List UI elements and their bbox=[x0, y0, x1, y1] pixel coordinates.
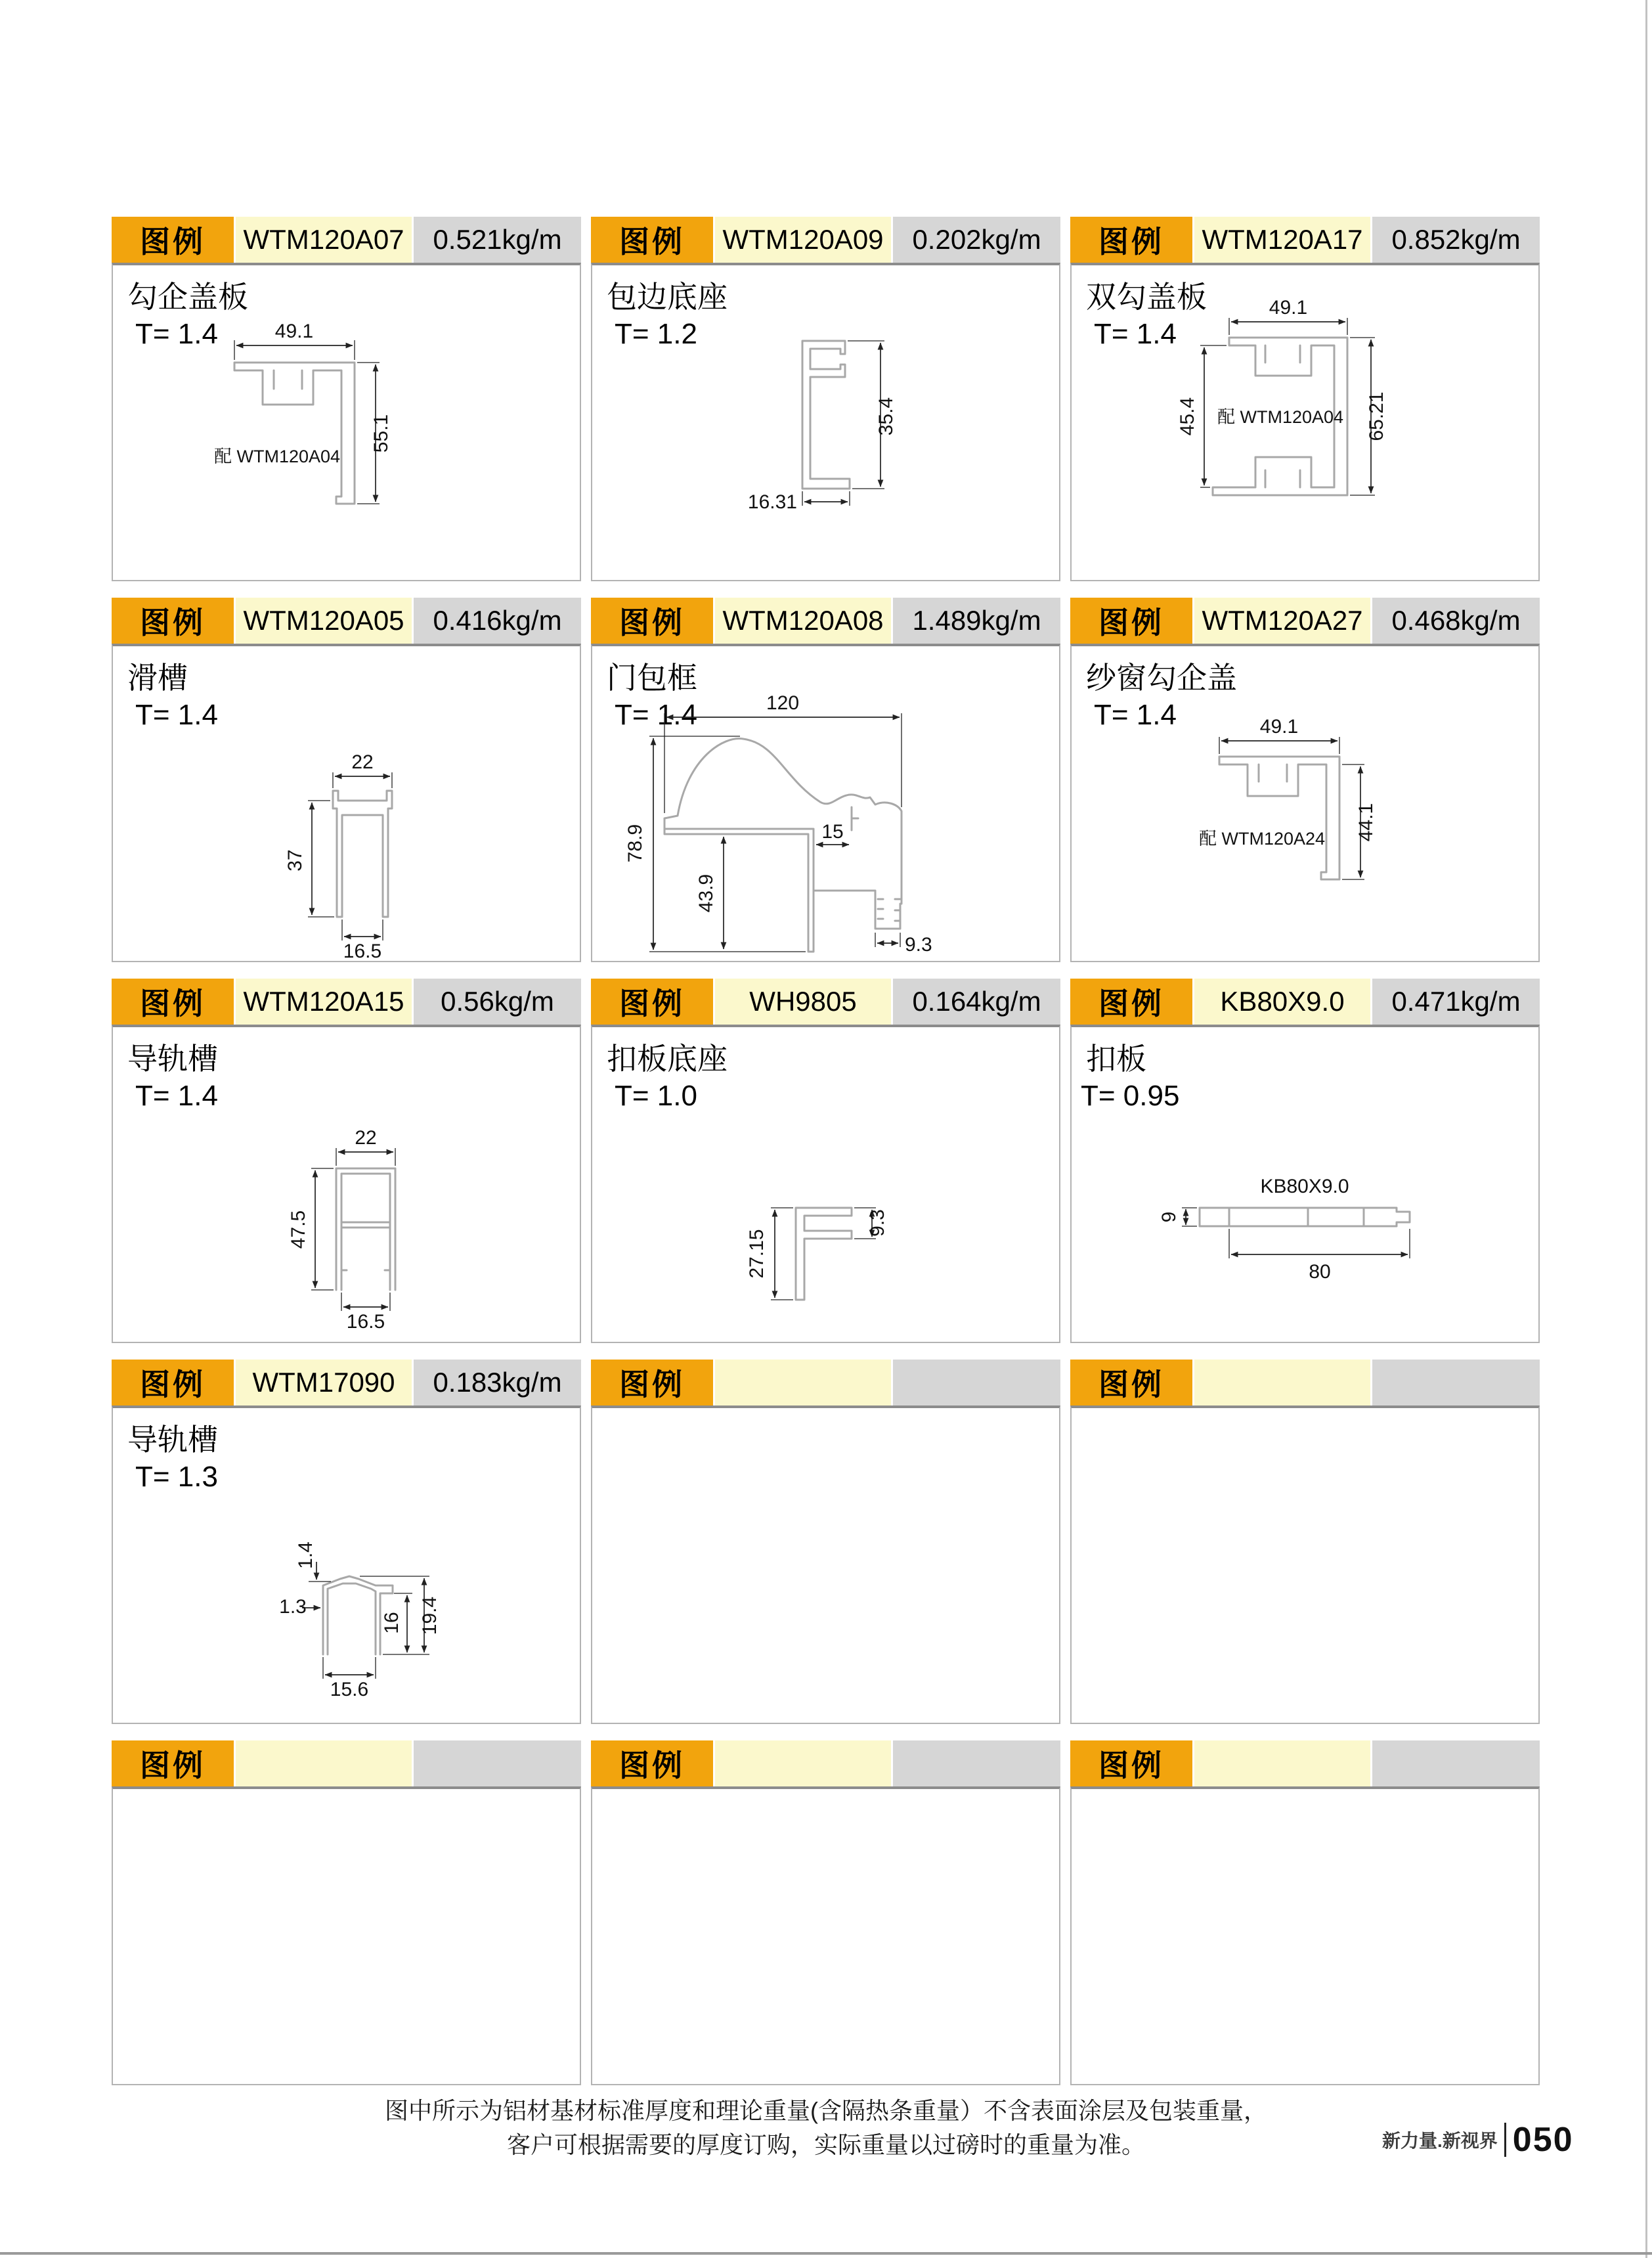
page-number: 050 bbox=[1512, 2121, 1574, 2159]
cell-body bbox=[591, 1025, 1060, 1343]
profile-name: 双勾盖板 bbox=[1086, 280, 1207, 314]
dim-wall-top: 1.4 bbox=[295, 1541, 316, 1569]
profile-cell-empty bbox=[1070, 1360, 1540, 1724]
dimension-left bbox=[1158, 1208, 1197, 1226]
legend-label: 图例 bbox=[140, 225, 206, 259]
weight-value bbox=[1372, 1360, 1540, 1406]
cell-body bbox=[112, 1025, 581, 1343]
weight-value: 1.489kg/m bbox=[893, 598, 1060, 644]
profile-drawing bbox=[179, 305, 454, 521]
dim-bottom: 80 bbox=[1309, 1261, 1331, 1283]
profile-cell-wh9805 bbox=[591, 979, 1060, 1343]
profile-cell-wtm120a08 bbox=[591, 598, 1060, 962]
dimension-bottom bbox=[342, 919, 383, 962]
model-code: WTM120A09 bbox=[715, 217, 891, 263]
dim-bottom: 16.5 bbox=[343, 941, 382, 962]
thickness-label: T= 1.3 bbox=[135, 1461, 218, 1493]
dimension-inner bbox=[695, 837, 724, 949]
weight-value: 0.468kg/m bbox=[1372, 598, 1540, 644]
legend-badge bbox=[591, 1740, 713, 1786]
dimension-slot bbox=[816, 821, 849, 845]
cell-header bbox=[591, 1740, 1060, 1786]
legend-label: 图例 bbox=[619, 986, 685, 1021]
profile-cell-kb80x9 bbox=[1070, 979, 1540, 1343]
pair-note: 配 WTM120A04 bbox=[1217, 407, 1344, 427]
dimension-left bbox=[624, 736, 806, 952]
model-code: WTM120A08 bbox=[715, 598, 891, 644]
dim-top: 120 bbox=[766, 692, 800, 714]
profile-cell-empty bbox=[1070, 1740, 1540, 2085]
dim-bottom: 15.6 bbox=[330, 1679, 369, 1700]
weight-value: 0.416kg/m bbox=[414, 598, 581, 644]
cell-header bbox=[591, 979, 1060, 1025]
model-code bbox=[236, 1740, 412, 1786]
cell-body bbox=[112, 1406, 581, 1724]
dim-right: 35.4 bbox=[875, 397, 897, 436]
dim-foot: 9.3 bbox=[905, 934, 932, 956]
cell-header bbox=[112, 598, 581, 644]
legend-label: 图例 bbox=[619, 1367, 685, 1402]
dimension-right bbox=[854, 1208, 888, 1239]
profile-name: 门包框 bbox=[607, 661, 697, 695]
legend-badge bbox=[1070, 217, 1192, 263]
cell-body bbox=[1070, 1025, 1540, 1343]
profile-cell-empty bbox=[591, 1740, 1060, 2085]
cell-header bbox=[591, 217, 1060, 263]
profile-cell-wtm120a15 bbox=[112, 979, 581, 1343]
legend-badge bbox=[112, 217, 234, 263]
dim-right: 55.1 bbox=[370, 414, 392, 453]
weight-value: 0.852kg/m bbox=[1372, 217, 1540, 263]
cell-header bbox=[112, 217, 581, 263]
dim-left: 78.9 bbox=[624, 824, 646, 863]
cell-header bbox=[112, 979, 581, 1025]
dim-left: 27.15 bbox=[746, 1229, 768, 1279]
footer-note-line2: 客户可根据需要的厚度订购，实际重量以过磅时的重量为准。 bbox=[506, 2131, 1145, 2158]
legend-badge bbox=[591, 598, 713, 644]
weight-value: 0.56kg/m bbox=[414, 979, 581, 1025]
profile-name: 导轨槽 bbox=[127, 1423, 218, 1457]
profile-drawing bbox=[697, 292, 960, 515]
dim-bottom: 16.5 bbox=[346, 1311, 385, 1333]
dim-inner-height: 16 bbox=[381, 1612, 402, 1634]
dim-top: 49.1 bbox=[274, 321, 314, 342]
weight-value: 0.164kg/m bbox=[893, 979, 1060, 1025]
profile-drawing bbox=[218, 1487, 467, 1704]
profile-drawing bbox=[697, 1132, 947, 1329]
thickness-label: T= 1.4 bbox=[615, 699, 697, 731]
legend-label: 图例 bbox=[1098, 986, 1164, 1021]
weight-value: 0.521kg/m bbox=[414, 217, 581, 263]
dimension-right bbox=[848, 341, 897, 489]
profile-outline bbox=[336, 1168, 395, 1290]
thickness-label: T= 1.2 bbox=[615, 318, 697, 350]
cell-body bbox=[591, 644, 1060, 962]
thickness-label: T= 1.4 bbox=[1094, 699, 1177, 731]
legend-badge bbox=[112, 1740, 234, 1786]
dimension-top bbox=[664, 692, 902, 813]
pair-note: 配 WTM120A24 bbox=[1198, 829, 1326, 849]
legend-badge bbox=[591, 979, 713, 1025]
dimension-left bbox=[288, 1168, 334, 1290]
profile-outline bbox=[1219, 757, 1339, 879]
profile-drawing bbox=[1157, 292, 1446, 515]
profile-outline bbox=[802, 341, 850, 489]
dimension-bottom bbox=[1229, 1229, 1410, 1283]
thickness-label: T= 0.95 bbox=[1081, 1080, 1180, 1112]
dim-outer-height: 19.4 bbox=[419, 1596, 441, 1635]
dimension-bottom bbox=[748, 491, 850, 513]
weight-value: 0.183kg/m bbox=[414, 1360, 581, 1406]
dim-top: 49.1 bbox=[1259, 716, 1299, 738]
thickness-label: T= 1.4 bbox=[1094, 318, 1177, 350]
profile-cell-wtm120a05 bbox=[112, 598, 581, 962]
legend-label: 图例 bbox=[1098, 1748, 1164, 1782]
pair-note: 配 WTM120A04 bbox=[213, 447, 341, 466]
model-code: WTM120A07 bbox=[236, 217, 412, 263]
profile-outline bbox=[333, 791, 392, 917]
page-edge-right bbox=[1645, 0, 1647, 2258]
dim-inner: 43.9 bbox=[695, 874, 717, 913]
profile-drawing bbox=[615, 673, 983, 965]
dimension-wall-top bbox=[295, 1541, 331, 1582]
profile-cell-wtm120a17 bbox=[1070, 217, 1540, 581]
legend-badge bbox=[1070, 1740, 1192, 1786]
legend-badge bbox=[112, 598, 234, 644]
cell-body bbox=[591, 1406, 1060, 1724]
model-code: KB80X9.0 bbox=[1194, 979, 1370, 1025]
cell-header bbox=[591, 598, 1060, 644]
profile-outline bbox=[234, 363, 355, 504]
cell-body bbox=[591, 1786, 1060, 2085]
cell-body bbox=[112, 1786, 581, 2085]
dim-top: 49.1 bbox=[1269, 297, 1308, 319]
profile-drawing bbox=[244, 1113, 481, 1333]
thickness-label: T= 1.0 bbox=[615, 1080, 697, 1112]
cell-body bbox=[112, 263, 581, 581]
legend-label: 图例 bbox=[140, 1748, 206, 1782]
model-code: WTM120A05 bbox=[236, 598, 412, 644]
profile-outline bbox=[1200, 1208, 1410, 1226]
cell-body bbox=[1070, 1786, 1540, 2085]
dim-wall-side: 1.3 bbox=[279, 1596, 307, 1618]
weight-value: 0.471kg/m bbox=[1372, 979, 1540, 1025]
dim-left: 9 bbox=[1158, 1211, 1180, 1223]
model-code: WTM120A27 bbox=[1194, 598, 1370, 644]
drawing-label: KB80X9.0 bbox=[1260, 1176, 1349, 1197]
profile-inner bbox=[328, 1583, 376, 1654]
model-code bbox=[1194, 1740, 1370, 1786]
legend-badge bbox=[1070, 979, 1192, 1025]
dim-left: 47.5 bbox=[288, 1210, 309, 1249]
dim-left: 37 bbox=[284, 849, 306, 872]
cell-body bbox=[1070, 1406, 1540, 1724]
weight-value bbox=[893, 1360, 1060, 1406]
legend-badge bbox=[591, 1360, 713, 1406]
cell-header bbox=[1070, 1360, 1540, 1406]
legend-badge bbox=[1070, 598, 1192, 644]
profile-cell-wtm17090 bbox=[112, 1360, 581, 1724]
legend-badge bbox=[591, 217, 713, 263]
profile-grid bbox=[112, 217, 1540, 2085]
footer-brand bbox=[1382, 2120, 1574, 2159]
thickness-label: T= 1.4 bbox=[135, 318, 218, 350]
profile-drawing bbox=[244, 745, 494, 965]
dim-right: 44.1 bbox=[1355, 803, 1377, 842]
profile-drawing bbox=[1137, 1119, 1439, 1303]
profile-cell-wtm120a09 bbox=[591, 217, 1060, 581]
cell-body bbox=[1070, 644, 1540, 962]
model-code bbox=[1194, 1360, 1370, 1406]
dimension-top bbox=[333, 751, 392, 788]
cell-body bbox=[591, 263, 1060, 581]
profile-name: 滑槽 bbox=[127, 661, 188, 695]
weight-value bbox=[1372, 1740, 1540, 1786]
thickness-label: T= 1.4 bbox=[135, 699, 218, 731]
model-code: WH9805 bbox=[715, 979, 891, 1025]
legend-label: 图例 bbox=[140, 606, 206, 640]
profile-name: 导轨槽 bbox=[127, 1042, 218, 1076]
model-code: WTM120A17 bbox=[1194, 217, 1370, 263]
cell-header bbox=[1070, 217, 1540, 263]
legend-label: 图例 bbox=[619, 225, 685, 259]
page-edge-bottom bbox=[0, 2252, 1652, 2255]
model-code: WTM120A15 bbox=[236, 979, 412, 1025]
dimension-wall-side bbox=[279, 1596, 320, 1618]
profile-cell-wtm120a07 bbox=[112, 217, 581, 581]
profile-cell-empty bbox=[112, 1740, 581, 2085]
legend-label: 图例 bbox=[1098, 1367, 1164, 1402]
profile-cell-wtm120a27 bbox=[1070, 598, 1540, 962]
legend-badge bbox=[1070, 1360, 1192, 1406]
footer-note-line1: 图中所示为铝材基材标准厚度和理论重量(含隔热条重量）不含表面涂层及包装重量， bbox=[385, 2097, 1267, 2124]
dimension-right bbox=[1350, 338, 1387, 495]
dimension-foot bbox=[875, 933, 932, 956]
thickness-label: T= 1.4 bbox=[135, 1080, 218, 1112]
dim-slot: 15 bbox=[821, 821, 844, 843]
cell-header bbox=[112, 1740, 581, 1786]
profile-name: 包边底座 bbox=[607, 280, 728, 314]
cell-header bbox=[591, 1360, 1060, 1406]
profile-name: 扣板底座 bbox=[607, 1042, 728, 1076]
weight-value bbox=[414, 1740, 581, 1786]
cell-header bbox=[112, 1360, 581, 1406]
dim-top: 22 bbox=[355, 1127, 377, 1149]
dim-top: 22 bbox=[351, 751, 374, 773]
dimension-right bbox=[357, 363, 392, 504]
weight-value: 0.202kg/m bbox=[893, 217, 1060, 263]
dim-right: 9.3 bbox=[867, 1209, 888, 1237]
legend-label: 图例 bbox=[619, 606, 685, 640]
dimension-left bbox=[284, 801, 334, 917]
legend-label: 图例 bbox=[619, 1748, 685, 1782]
brand-text: 新力量.新视界 bbox=[1382, 2131, 1498, 2151]
model-code bbox=[715, 1360, 891, 1406]
cell-body bbox=[1070, 263, 1540, 581]
legend-label: 图例 bbox=[140, 986, 206, 1021]
page-divider bbox=[1504, 2123, 1506, 2157]
dimension-top bbox=[336, 1127, 395, 1166]
profile-name: 勾企盖板 bbox=[127, 280, 248, 314]
legend-badge bbox=[112, 1360, 234, 1406]
model-code bbox=[715, 1740, 891, 1786]
profile-cell-empty bbox=[591, 1360, 1060, 1724]
legend-badge bbox=[112, 979, 234, 1025]
dimension-bottom bbox=[341, 1293, 390, 1333]
profile-name: 扣板 bbox=[1086, 1042, 1146, 1076]
legend-label: 图例 bbox=[140, 1367, 206, 1402]
cell-header bbox=[1070, 1740, 1540, 1786]
dimension-left bbox=[746, 1208, 793, 1300]
dimension-top bbox=[1229, 297, 1347, 335]
cell-header bbox=[1070, 979, 1540, 1025]
cell-body bbox=[112, 644, 581, 962]
dim-bottom: 16.31 bbox=[747, 491, 797, 513]
cell-header bbox=[1070, 598, 1540, 644]
weight-value bbox=[893, 1740, 1060, 1786]
profile-drawing bbox=[1163, 686, 1439, 902]
profile-name: 纱窗勾企盖 bbox=[1086, 661, 1237, 695]
dimension-top bbox=[1219, 716, 1339, 754]
profile-outline bbox=[796, 1208, 852, 1300]
legend-label: 图例 bbox=[1098, 225, 1164, 259]
model-code: WTM17090 bbox=[236, 1360, 412, 1406]
dim-right: 65.21 bbox=[1366, 391, 1387, 441]
legend-label: 图例 bbox=[1098, 606, 1164, 640]
dimension-top bbox=[234, 321, 355, 360]
dimension-right bbox=[1342, 764, 1377, 879]
dim-left: 45.4 bbox=[1177, 397, 1198, 436]
dimension-bottom bbox=[323, 1657, 376, 1700]
